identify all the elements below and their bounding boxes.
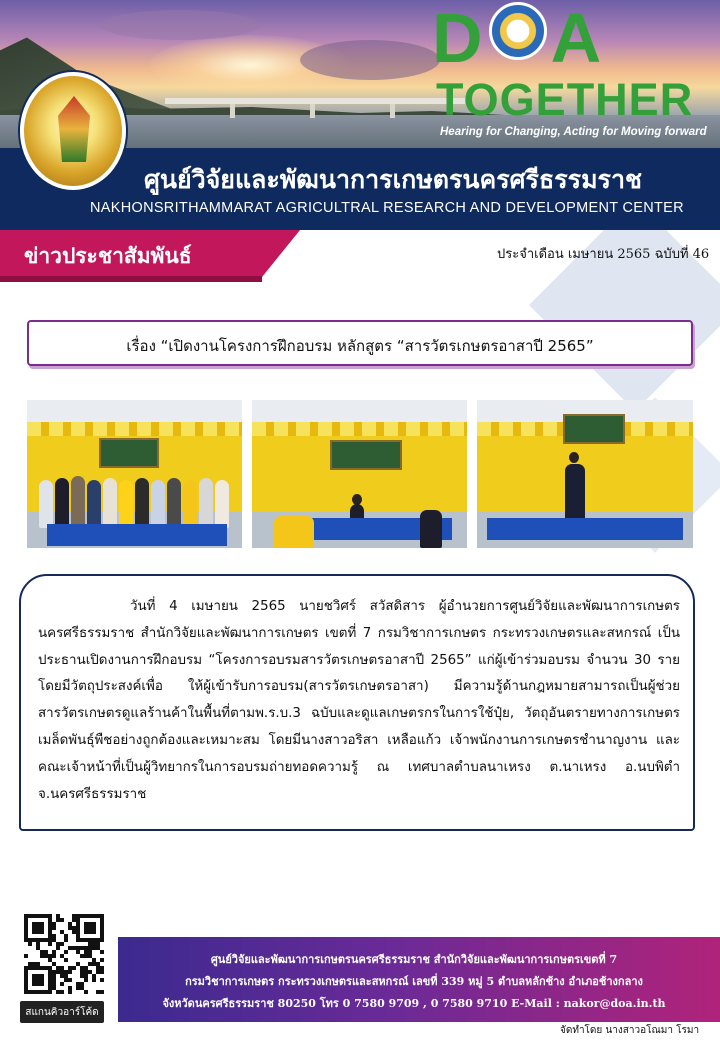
photo-table (47, 524, 227, 546)
doa-letter-a: A (550, 0, 604, 77)
photo-banner (330, 440, 402, 470)
qr-module (64, 950, 68, 954)
doa-seal-icon (489, 2, 547, 60)
cloud (300, 40, 440, 80)
person (167, 478, 181, 528)
bridge (165, 98, 465, 104)
qr-module (100, 938, 104, 942)
person (199, 478, 213, 528)
person (420, 510, 442, 548)
qr-module (48, 942, 52, 946)
qr-module (92, 978, 96, 982)
subject-title: เรื่อง “เปิดงานโครงการฝึกอบรม หลักสูตร “สารวัตรเกษตรอาสาปี 2565” (126, 337, 594, 355)
person (103, 478, 117, 528)
credit-line: จัดทำโดย นางสาวอโณมา โรมา (560, 1025, 700, 1036)
person (215, 480, 229, 528)
photo-opening-ceremony (252, 400, 467, 548)
ribbon-shadow (0, 276, 262, 282)
section-label: ข่าวประชาสัมพันธ์ (24, 244, 192, 268)
qr-module (92, 930, 96, 934)
footer-address-line-1: ศูนย์วิจัยและพัฒนาการเกษตรนครศรีธรรมราช สำนักวิจัยและพัฒนาการเกษตรเขตที่ 7 (210, 953, 618, 966)
news-body-text: วันที่ 4 เมษายน 2565 นายชวิศร์ สวัสดิสาร ผู้อำนวยการศูนย์วิจัยและพัฒนาการเกษตรนครศรีธรรมราช สำนักวิจัยและพัฒนาการเกษตร เขตที่ 7 กรมวิชาการเกษตร กระทรวงเกษตรและสหกรณ์ เป็นประธานเปิดงานการฝึกอบรม “โครงการอบรมสารวัตรเกษตรอาสาปี 2565” แก่ผู้เข้าร่วมอบรม จำนวน 30 ราย โดยมีวัตถุประสงค์เพื่อ ให้ผู้เข้ารับการอบรม(สารวัตรเกษตรอาสา) มีความรู้ด้านกฎหมายสามารถเป็นผู้ช่วยสารวัตรเกษตรดูแลร้านค้าในพื้นที่ตามพ.ร.บ.3 ฉบับและดูแลเกษตรกรในการใช้ปุ๋ย, วัตถุอันตรายทางการเกษตร เมล็ดพันธุ์พืชอย่างถูกต้องและเหมาะสม โดยมีนางสาวอริสา เหลือแก้ว เจ้าพนักงานการเกษตรชำนาญงาน และคณะเจ้าหน้าที่เป็นผู้วิทยากรในการอบรมถ่ายทอดความรู้ ณ เทศบาลตำบลนาเหรง ต.นาเหรง อ.นบพิตำ จ.นครศรีธรรมราช (38, 599, 680, 802)
photo-group-attendees (27, 400, 242, 548)
person (55, 478, 69, 528)
qr-module (48, 990, 52, 994)
emblem-figure (54, 96, 94, 162)
together-logo-text: TOGETHER (436, 74, 694, 125)
photo-table (487, 518, 683, 540)
qr-module (60, 982, 64, 986)
person (151, 480, 165, 528)
qr-module (64, 938, 68, 942)
qr-module (28, 942, 32, 946)
qr-module (40, 982, 44, 986)
qr-module (100, 990, 104, 994)
subject-box (27, 320, 693, 366)
qr-label: สแกนคิวอาร์โค้ด (25, 1007, 99, 1018)
photo-ceiling (252, 400, 467, 422)
center-title-english: NAKHONSRITHAMMARAT AGRICULTRAL RESEARCH AND DEVELOPMENT CENTER (90, 200, 684, 216)
photo-speaker (477, 400, 693, 548)
photo-banner (563, 414, 625, 444)
issue-line: ประจำเดือน เมษายน 2565 ฉบับที่ 46 (497, 247, 710, 262)
qr-module (24, 954, 28, 958)
qr-module (40, 930, 44, 934)
person (87, 480, 101, 528)
photo-ceiling (27, 400, 242, 422)
qr-module (56, 946, 60, 950)
footer-address-line-2: กรมวิชาการเกษตร กระทรวงเกษตรและสหกรณ์ เลขที่ 339 หมู่ 5 ตำบลหลักช้าง อำเภอช้างกลาง (185, 975, 643, 988)
qr-module (60, 990, 64, 994)
bridge-pier (310, 104, 315, 118)
qr-module (68, 990, 72, 994)
person-head (569, 452, 579, 463)
cloud (100, 10, 260, 40)
qr-module (52, 954, 56, 958)
agriculture-emblem-logo (20, 72, 126, 190)
center-title-thai: ศูนย์วิจัยและพัฒนาการเกษตรนครศรีธรรมราช (144, 165, 642, 194)
doa-letter-d: D (432, 0, 485, 77)
footer-contact-line: จังหวัดนครศรีธรรมราช 80250 โทร 0 7580 9709 , 0 7580 9710 E-Mail : nakor@doa.in.th (162, 997, 666, 1010)
person (119, 480, 133, 528)
qr-module (100, 970, 104, 974)
qr-code[interactable] (24, 914, 104, 994)
qr-module (64, 958, 68, 962)
person (71, 476, 85, 528)
qr-module (68, 978, 72, 982)
doa-logo (432, 0, 604, 77)
person (135, 478, 149, 528)
photo-drape (252, 422, 467, 436)
qr-module (84, 990, 88, 994)
person (183, 480, 197, 528)
qr-module (100, 950, 104, 954)
person (565, 464, 585, 520)
bridge-pier (230, 104, 235, 118)
bridge-pier (390, 104, 395, 118)
qr-module (60, 918, 64, 922)
qr-module (52, 926, 56, 930)
qr-module (72, 966, 76, 970)
qr-module (100, 978, 104, 982)
person (39, 480, 53, 528)
background-diamond (529, 199, 720, 411)
person (274, 516, 314, 548)
qr-module (84, 978, 88, 982)
qr-module (68, 970, 72, 974)
tagline: Hearing for Changing, Acting for Moving forward (440, 126, 707, 138)
photo-drape (27, 422, 242, 436)
qr-module (60, 942, 64, 946)
qr-module (100, 958, 104, 962)
photo-banner (99, 438, 159, 468)
